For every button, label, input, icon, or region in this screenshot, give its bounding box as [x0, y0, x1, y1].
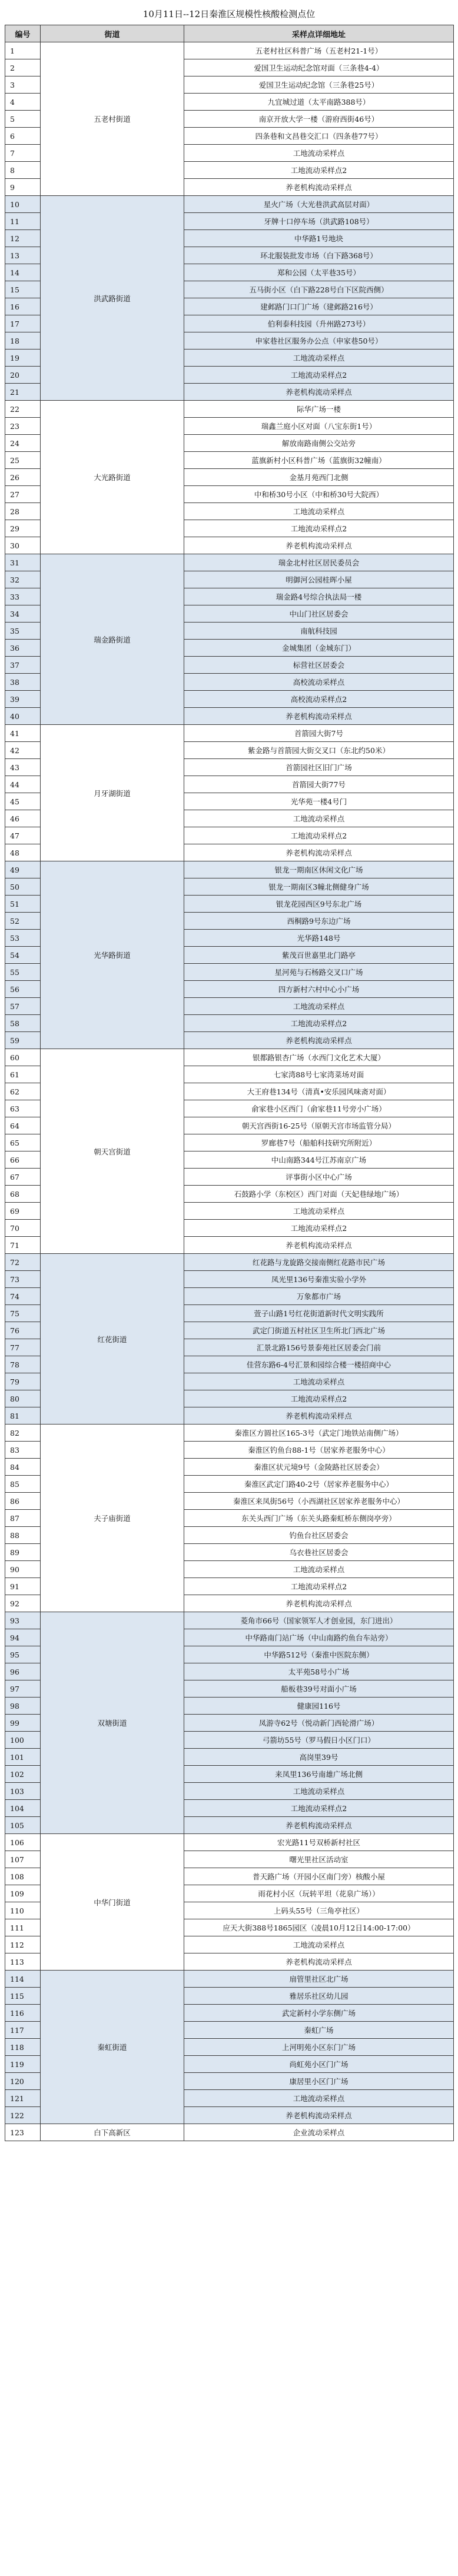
site-address: 工地流动采样点2: [184, 1015, 454, 1032]
table-row: [5, 42, 454, 59]
street-name: 大光路街道: [41, 401, 184, 554]
row-number: 43: [5, 759, 41, 776]
row-number: 35: [5, 623, 41, 640]
row-number: 58: [5, 1015, 41, 1032]
row-number: 17: [5, 315, 41, 332]
row-number: 27: [5, 486, 41, 503]
site-address: 紫金路与首箭园大街交叉口（东北约50米）: [184, 742, 454, 759]
header-no: 编号: [5, 25, 41, 42]
site-address: 应天大街388号1865园区（凌晨10月12日14:00-17:00）: [184, 1919, 454, 1936]
site-address: 菱角市66号（国家领军人才创业园，东门进出）: [184, 1612, 454, 1629]
street-name: 双塘街道: [41, 1612, 184, 1834]
table-row: [5, 196, 454, 213]
site-address: 申家巷社区服务办公点（申家巷50号）: [184, 332, 454, 350]
street-name: 洪武路街道: [41, 196, 184, 401]
row-number: 77: [5, 1339, 41, 1356]
street-name: 五老村街道: [41, 42, 184, 196]
site-address: 工地流动采样点: [184, 998, 454, 1015]
row-number: 76: [5, 1322, 41, 1339]
row-number: 28: [5, 503, 41, 520]
street-name: 白下高新区: [41, 2124, 184, 2141]
site-address: 武定门街道五村社区卫生所北门西北广场: [184, 1322, 454, 1339]
site-address: 工地流动采样点: [184, 1783, 454, 1800]
row-number: 2: [5, 59, 41, 76]
site-address: 际华广场一楼: [184, 401, 454, 418]
table-row: [5, 2124, 454, 2141]
site-address: 建邺路门口门广场（建邺路216号）: [184, 298, 454, 315]
row-number: 64: [5, 1117, 41, 1134]
row-number: 82: [5, 1425, 41, 1442]
row-number: 120: [5, 2073, 41, 2090]
street-name: 中华门街道: [41, 1834, 184, 1971]
table-row: [5, 401, 454, 418]
row-number: 70: [5, 1220, 41, 1237]
site-address: 工地流动采样点2: [184, 1220, 454, 1237]
row-number: 44: [5, 776, 41, 793]
site-address: 养老机构流动采样点: [184, 2107, 454, 2124]
row-number: 30: [5, 537, 41, 554]
site-address: 工地流动采样点2: [184, 520, 454, 537]
site-address: 牙牌十口停车场（洪武路108号）: [184, 213, 454, 230]
site-address: 中华路512号（秦淮中医院东侧）: [184, 1646, 454, 1663]
site-address: 乌衣巷社区居委会: [184, 1544, 454, 1561]
row-number: 94: [5, 1629, 41, 1646]
site-address: 佳营东路6-4号汇景和园综合楼一楼招商中心: [184, 1356, 454, 1373]
street-name: 光华路街道: [41, 861, 184, 1049]
row-number: 92: [5, 1595, 41, 1612]
row-number: 65: [5, 1134, 41, 1151]
row-number: 34: [5, 605, 41, 623]
row-number: 3: [5, 76, 41, 94]
row-number: 51: [5, 896, 41, 913]
row-number: 32: [5, 571, 41, 588]
site-address: 工地流动采样点: [184, 2090, 454, 2107]
table-body: [5, 42, 454, 2141]
row-number: 63: [5, 1100, 41, 1117]
row-number: 122: [5, 2107, 41, 2124]
site-address: 银都路银杏广场（水西门文化艺术大厦）: [184, 1049, 454, 1066]
row-number: 20: [5, 367, 41, 384]
sampling-sites-table: [5, 25, 454, 2141]
row-number: 107: [5, 1851, 41, 1868]
row-number: 118: [5, 2039, 41, 2056]
row-number: 81: [5, 1407, 41, 1425]
site-address: 石鼓路小学（东校区）西门对面（天妃巷绿地广场）: [184, 1186, 454, 1203]
site-address: 朝天宫西街16-25号（原朝天宫市场监管分局）: [184, 1117, 454, 1134]
site-address: 光华苑一楼4号门: [184, 793, 454, 810]
header-street: 街道: [41, 25, 184, 42]
site-address: 扇管里社区北广场: [184, 1971, 454, 1988]
site-address: 汇景北路156号景泰苑社区居委会门前: [184, 1339, 454, 1356]
site-address: 工地流动采样点: [184, 350, 454, 367]
street-name: 瑞金路街道: [41, 554, 184, 725]
site-address: 工地流动采样点: [184, 503, 454, 520]
site-address: 企业流动采样点: [184, 2124, 454, 2141]
site-address: 标营社区居委会: [184, 657, 454, 674]
site-address: 银龙一期南区3幢北侧健身广场: [184, 878, 454, 896]
row-number: 115: [5, 1988, 41, 2005]
page-title: 10月11日--12日秦淮区规模性核酸检测点位: [142, 9, 316, 19]
street-name: 秦虹街道: [41, 1971, 184, 2124]
row-number: 56: [5, 981, 41, 998]
row-number: 74: [5, 1288, 41, 1305]
row-number: 45: [5, 793, 41, 810]
row-number: 73: [5, 1271, 41, 1288]
site-address: 工地流动采样点: [184, 1561, 454, 1578]
site-address: 工地流动采样点2: [184, 1390, 454, 1407]
site-address: 健康园116号: [184, 1698, 454, 1715]
site-address: 养老机构流动采样点: [184, 844, 454, 861]
site-address: 东关头西门广场（东关头路秦虹桥东侧岗亭旁）: [184, 1510, 454, 1527]
site-address: 曙光里社区活动室: [184, 1851, 454, 1868]
site-address: 首箭园社区旧门广场: [184, 759, 454, 776]
site-address: 弓箭坊55号（罗马假日小区门口）: [184, 1732, 454, 1749]
table-row: [5, 1612, 454, 1629]
site-address: 星火广场（大光巷洪武高层对面）: [184, 196, 454, 213]
site-address: 中山门社区居委会: [184, 605, 454, 623]
row-number: 59: [5, 1032, 41, 1049]
site-address: 养老机构流动采样点: [184, 384, 454, 401]
row-number: 109: [5, 1885, 41, 1902]
row-number: 103: [5, 1783, 41, 1800]
row-number: 29: [5, 520, 41, 537]
site-address: 工地流动采样点2: [184, 367, 454, 384]
row-number: 71: [5, 1237, 41, 1254]
site-address: 紫茂百世嘉里北门路亭: [184, 947, 454, 964]
row-number: 61: [5, 1066, 41, 1083]
site-address: 船板巷39号对面小广场: [184, 1680, 454, 1698]
site-address: 瑞鑫兰庭小区对面（八宝东街1号）: [184, 418, 454, 435]
row-number: 89: [5, 1544, 41, 1561]
row-number: 23: [5, 418, 41, 435]
site-address: 养老机构流动采样点: [184, 1407, 454, 1425]
site-address: 凤游寺62号（悦动新门西轮滑广场）: [184, 1715, 454, 1732]
site-address: 明御河公园桂晖小屋: [184, 571, 454, 588]
site-address: 五马街小区（白下路228号白下区院西侧）: [184, 281, 454, 298]
row-number: 11: [5, 213, 41, 230]
row-number: 112: [5, 1936, 41, 1953]
site-address: 瑞金路4号综合执法局一楼: [184, 588, 454, 605]
site-address: 工地流动采样点: [184, 1203, 454, 1220]
row-number: 22: [5, 401, 41, 418]
row-number: 54: [5, 947, 41, 964]
row-number: 121: [5, 2090, 41, 2107]
site-address: 瑞金北村社区居民委员会: [184, 554, 454, 571]
site-address: 爱国卫生运动纪念馆对面（三条巷4-4）: [184, 59, 454, 76]
row-number: 101: [5, 1749, 41, 1766]
site-address: 秦虹广场: [184, 2022, 454, 2039]
site-address: 养老机构流动采样点: [184, 537, 454, 554]
site-address: 钓鱼台社区居委会: [184, 1527, 454, 1544]
site-address: 蓝旗新村小区科普广场（蓝旗街32幢南）: [184, 452, 454, 469]
row-number: 52: [5, 913, 41, 930]
table-row: [5, 1254, 454, 1271]
site-address: 工地流动采样点: [184, 145, 454, 162]
row-number: 66: [5, 1151, 41, 1169]
site-address: 中华路1号地块: [184, 230, 454, 247]
site-address: 解放南路南侧公交站旁: [184, 435, 454, 452]
row-number: 37: [5, 657, 41, 674]
row-number: 78: [5, 1356, 41, 1373]
site-address: 罗廊巷7号（船舶科技研究所附近）: [184, 1134, 454, 1151]
site-address: 养老机构流动采样点: [184, 1032, 454, 1049]
row-number: 99: [5, 1715, 41, 1732]
street-name: 夫子庙街道: [41, 1425, 184, 1612]
site-address: 金基月苑西门北侧: [184, 469, 454, 486]
table-row: [5, 725, 454, 742]
site-address: 上河明苑小区东门广场: [184, 2039, 454, 2056]
row-number: 15: [5, 281, 41, 298]
row-number: 1: [5, 42, 41, 59]
row-number: 100: [5, 1732, 41, 1749]
row-number: 6: [5, 128, 41, 145]
row-number: 7: [5, 145, 41, 162]
site-address: 金城集团（金城东门）: [184, 640, 454, 657]
site-address: 中和桥30号小区（中和桥30号大院西）: [184, 486, 454, 503]
site-address: 太平苑58号小广场: [184, 1663, 454, 1680]
site-address: 工地流动采样点2: [184, 162, 454, 179]
row-number: 41: [5, 725, 41, 742]
row-number: 86: [5, 1493, 41, 1510]
row-number: 42: [5, 742, 41, 759]
site-address: 工地流动采样点: [184, 810, 454, 827]
row-number: 4: [5, 94, 41, 111]
row-number: 53: [5, 930, 41, 947]
row-number: 111: [5, 1919, 41, 1936]
row-number: 68: [5, 1186, 41, 1203]
table-row: [5, 1425, 454, 1442]
site-address: 九宜城过道（太平南路388号）: [184, 94, 454, 111]
row-number: 88: [5, 1527, 41, 1544]
row-number: 36: [5, 640, 41, 657]
site-address: 工地流动采样点2: [184, 1578, 454, 1595]
site-address: 红花路与龙旋路交接南侧红花路市民广场: [184, 1254, 454, 1271]
site-address: 工地流动采样点: [184, 1373, 454, 1390]
row-number: 87: [5, 1510, 41, 1527]
row-number: 105: [5, 1817, 41, 1834]
row-number: 50: [5, 878, 41, 896]
row-number: 14: [5, 264, 41, 281]
row-number: 84: [5, 1459, 41, 1476]
site-address: 伯利泰科技园（升州路273号）: [184, 315, 454, 332]
row-number: 57: [5, 998, 41, 1015]
site-address: 大王府巷134号（清真•安乐园风味斋对面）: [184, 1083, 454, 1100]
row-number: 9: [5, 179, 41, 196]
row-number: 123: [5, 2124, 41, 2141]
site-address: 郑和公园（太平巷35号）: [184, 264, 454, 281]
table-row: [5, 1971, 454, 1988]
row-number: 95: [5, 1646, 41, 1663]
site-address: 银龙一期南区休闲文化广场: [184, 861, 454, 878]
row-number: 97: [5, 1680, 41, 1698]
row-number: 91: [5, 1578, 41, 1595]
row-number: 104: [5, 1800, 41, 1817]
site-address: 萱子山路1号红花街道新时代文明实践所: [184, 1305, 454, 1322]
site-address: 首箭园大街7号: [184, 725, 454, 742]
site-address: 银龙花园西区9号东北广场: [184, 896, 454, 913]
site-address: 养老机构流动采样点: [184, 179, 454, 196]
site-address: 工地流动采样点: [184, 1936, 454, 1953]
site-address: 四方新村六村中心小广场: [184, 981, 454, 998]
site-address: 养老机构流动采样点: [184, 1595, 454, 1612]
site-address: 中华路南门站广场（中山南路约鱼台车站旁）: [184, 1629, 454, 1646]
site-address: 秦淮区武定门路40-2号（居家养老服务中心）: [184, 1476, 454, 1493]
site-address: 高校流动采样点2: [184, 691, 454, 708]
site-address: 养老机构流动采样点: [184, 1817, 454, 1834]
site-address: 评事街小区中心广场: [184, 1169, 454, 1186]
header-site: 采样点详细地址: [184, 25, 454, 42]
row-number: 25: [5, 452, 41, 469]
row-number: 108: [5, 1868, 41, 1885]
site-address: 高岗里39号: [184, 1749, 454, 1766]
row-number: 55: [5, 964, 41, 981]
site-address: 五老村社区科普广场（五老村21-1号）: [184, 42, 454, 59]
row-number: 102: [5, 1766, 41, 1783]
row-number: 47: [5, 827, 41, 844]
site-address: 七家湾88号七家湾菜场对面: [184, 1066, 454, 1083]
row-number: 38: [5, 674, 41, 691]
row-number: 96: [5, 1663, 41, 1680]
row-number: 39: [5, 691, 41, 708]
table-row: [5, 554, 454, 571]
site-address: 环北服装批发市场（白下路368号）: [184, 247, 454, 264]
site-address: 来凤里136号南雄广场北侧: [184, 1766, 454, 1783]
row-number: 67: [5, 1169, 41, 1186]
row-number: 48: [5, 844, 41, 861]
site-address: 凤光里136号秦淮实验小学外: [184, 1271, 454, 1288]
row-number: 18: [5, 332, 41, 350]
site-address: 南航科技园: [184, 623, 454, 640]
street-name: 朝天宫街道: [41, 1049, 184, 1254]
site-address: 俞家巷小区西门（俞家巷11号旁小广场）: [184, 1100, 454, 1117]
site-address: 秦淮区方圆社区165-3号（武定门地铁站南侧广场）: [184, 1425, 454, 1442]
site-address: 上码头55号（三角亭社区）: [184, 1902, 454, 1919]
row-number: 8: [5, 162, 41, 179]
row-number: 113: [5, 1953, 41, 1971]
row-number: 90: [5, 1561, 41, 1578]
site-address: 雨花村小区（玩转平坦（花泉广场））: [184, 1885, 454, 1902]
row-number: 13: [5, 247, 41, 264]
site-address: 雅居乐社区幼儿园: [184, 1988, 454, 2005]
row-number: 5: [5, 111, 41, 128]
site-address: 四条巷和文昌巷交汇口（四条巷77号）: [184, 128, 454, 145]
site-address: 养老机构流动采样点: [184, 708, 454, 725]
row-number: 116: [5, 2005, 41, 2022]
site-address: 星河苑与石杨路交叉口广场: [184, 964, 454, 981]
row-number: 60: [5, 1049, 41, 1066]
site-address: 工地流动采样点2: [184, 827, 454, 844]
site-address: 尚虹苑小区门广场: [184, 2056, 454, 2073]
row-number: 40: [5, 708, 41, 725]
row-number: 83: [5, 1442, 41, 1459]
site-address: 普天路广场（开园小区南门旁）核酸小屋: [184, 1868, 454, 1885]
row-number: 79: [5, 1373, 41, 1390]
table-row: [5, 861, 454, 878]
row-number: 46: [5, 810, 41, 827]
row-number: 114: [5, 1971, 41, 1988]
row-number: 110: [5, 1902, 41, 1919]
row-number: 33: [5, 588, 41, 605]
site-address: 中山南路344号江苏南京广场: [184, 1151, 454, 1169]
row-number: 62: [5, 1083, 41, 1100]
site-address: 万象都市广场: [184, 1288, 454, 1305]
row-number: 31: [5, 554, 41, 571]
site-address: 南京开放大学一楼（游府西街46号）: [184, 111, 454, 128]
site-address: 养老机构流动采样点: [184, 1237, 454, 1254]
site-address: 秦淮区钓鱼台88-1号（居家养老服务中心）: [184, 1442, 454, 1459]
row-number: 49: [5, 861, 41, 878]
site-address: 养老机构流动采样点: [184, 1953, 454, 1971]
row-number: 19: [5, 350, 41, 367]
row-number: 85: [5, 1476, 41, 1493]
row-number: 119: [5, 2056, 41, 2073]
row-number: 16: [5, 298, 41, 315]
row-number: 93: [5, 1612, 41, 1629]
row-number: 106: [5, 1834, 41, 1851]
street-name: 红花街道: [41, 1254, 184, 1425]
site-address: 秦淮区状元境9号（金陵路社区居委会）: [184, 1459, 454, 1476]
site-address: 光华路148号: [184, 930, 454, 947]
row-number: 69: [5, 1203, 41, 1220]
site-address: 康居里小区门广场: [184, 2073, 454, 2090]
row-number: 72: [5, 1254, 41, 1271]
row-number: 75: [5, 1305, 41, 1322]
row-number: 26: [5, 469, 41, 486]
street-name: 月牙湖街道: [41, 725, 184, 861]
table-row: [5, 1049, 454, 1066]
site-address: 宏光路11号双桥新村社区: [184, 1834, 454, 1851]
row-number: 12: [5, 230, 41, 247]
row-number: 80: [5, 1390, 41, 1407]
row-number: 117: [5, 2022, 41, 2039]
row-number: 98: [5, 1698, 41, 1715]
table-header-row: [5, 25, 454, 42]
row-number: 10: [5, 196, 41, 213]
table-row: [5, 1834, 454, 1851]
site-address: 武定新村小学东侧广场: [184, 2005, 454, 2022]
site-address: 西桐路9号东边广场: [184, 913, 454, 930]
row-number: 21: [5, 384, 41, 401]
row-number: 24: [5, 435, 41, 452]
site-address: 秦淮区来凤街56号（小西湖社区居家养老服务中心）: [184, 1493, 454, 1510]
site-address: 首箭园大街77号: [184, 776, 454, 793]
site-address: 工地流动采样点2: [184, 1800, 454, 1817]
site-address: 高校流动采样点: [184, 674, 454, 691]
site-address: 爱国卫生运动纪念馆（三条巷25号）: [184, 76, 454, 94]
